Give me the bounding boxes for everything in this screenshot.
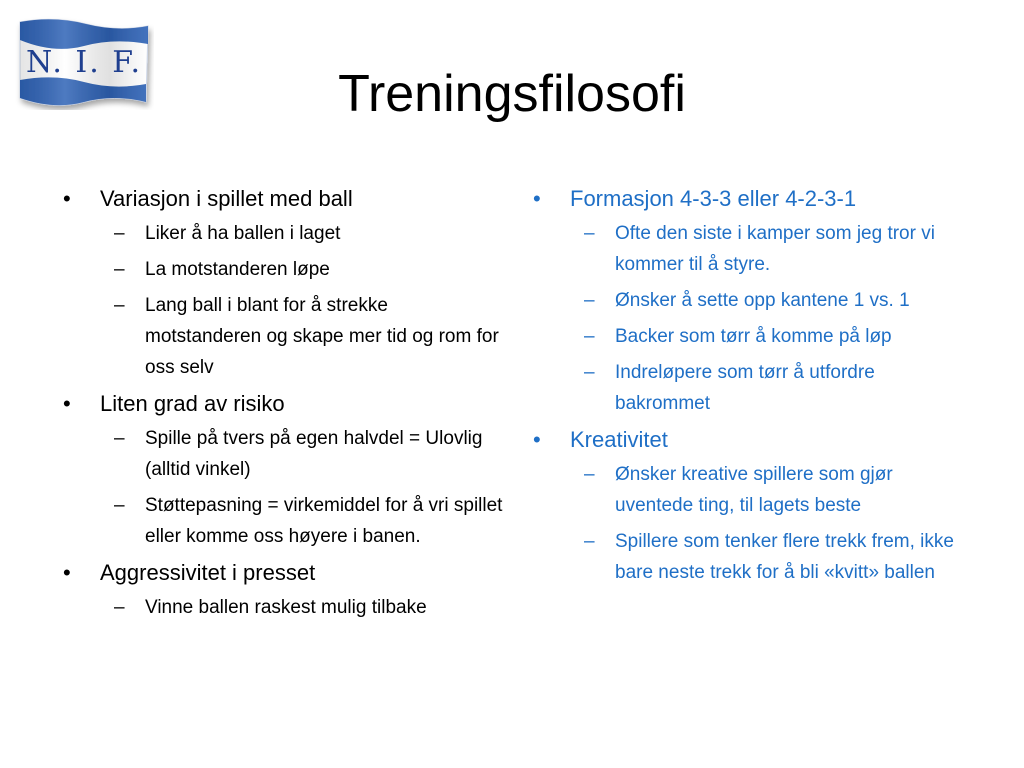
sub-bullet-text: Spillere som tenker flere trekk frem, ikke bare neste trekk for å bli «kvitt» ballen xyxy=(615,531,954,583)
sub-bullet-text: Liker å ha ballen i laget xyxy=(145,223,341,244)
left-bullet-2 xyxy=(55,389,505,552)
sub-bullet-text: Backer som tørr å komme på løp xyxy=(615,326,892,347)
bullet-text: Variasjon i spillet med ball xyxy=(100,186,353,211)
slide-title: Treningsfilosofi xyxy=(338,65,686,123)
right-sub-bullet-1-3 xyxy=(570,321,965,352)
left-sub-bullet-3-1 xyxy=(100,592,505,623)
left-sub-bullet-2-1 xyxy=(100,423,505,485)
right-sub-bullet-1-4 xyxy=(570,357,965,419)
bullet-dot-icon: • xyxy=(63,391,71,416)
dash-icon: – xyxy=(584,326,595,347)
dash-icon: – xyxy=(584,223,595,244)
sub-bullet-text: Støttepasning = virkemiddel for å vri spillet eller komme oss høyere i banen. xyxy=(145,495,503,547)
bullet-dot-icon: • xyxy=(63,186,71,211)
sub-bullet-text: Ønsker å sette opp kantene 1 vs. 1 xyxy=(615,290,910,311)
right-bullet-2 xyxy=(525,425,965,588)
left-bullet-3 xyxy=(55,558,505,623)
sub-bullet-text: La motstanderen løpe xyxy=(145,259,330,280)
sub-bullet-list xyxy=(100,218,505,383)
left-sub-bullet-1-1 xyxy=(100,218,505,249)
sub-bullet-text: Indreløpere som tørr å utfordre bakrommet xyxy=(615,362,875,414)
right-bullet-1 xyxy=(525,184,965,419)
bullet-dot-icon: • xyxy=(533,186,541,211)
dash-icon: – xyxy=(584,531,595,552)
flag-icon xyxy=(14,14,154,110)
sub-bullet-list xyxy=(100,423,505,552)
sub-bullet-text: Spille på tvers på egen halvdel = Ulovlig (alltid vinkel) xyxy=(145,428,483,480)
bullet-text: Formasjon 4-3-3 eller 4-2-3-1 xyxy=(570,186,857,211)
right-sub-bullet-2-1 xyxy=(570,459,965,521)
sub-bullet-text: Ofte den siste i kamper som jeg tror vi kommer til å styre. xyxy=(615,223,935,275)
nif-flag-logo xyxy=(14,14,154,110)
right-column-bullets xyxy=(525,184,965,594)
bullet-dot-icon: • xyxy=(63,560,71,585)
left-sub-bullet-1-2 xyxy=(100,254,505,285)
sub-bullet-text: Vinne ballen raskest mulig tilbake xyxy=(145,597,427,618)
dash-icon: – xyxy=(114,428,125,449)
right-sub-bullet-1-2 xyxy=(570,285,965,316)
bullet-text: Kreativitet xyxy=(570,427,668,452)
sub-bullet-list xyxy=(570,218,965,419)
right-sub-bullet-1-1 xyxy=(570,218,965,280)
left-sub-bullet-2-2 xyxy=(100,490,505,552)
logo-text: N. I. F. xyxy=(25,45,143,80)
sub-bullet-text: Lang ball i blant for å strekke motstanderen og skape mer tid og rom for oss selv xyxy=(145,295,499,378)
sub-bullet-list xyxy=(100,592,505,623)
left-column-bullets xyxy=(55,184,505,629)
right-sub-bullet-2-2 xyxy=(570,526,965,588)
dash-icon: – xyxy=(584,290,595,311)
sub-bullet-text: Ønsker kreative spillere som gjør uventede ting, til lagets beste xyxy=(615,464,893,516)
left-sub-bullet-1-3 xyxy=(100,290,505,383)
bullet-text: Aggressivitet i presset xyxy=(100,560,316,585)
dash-icon: – xyxy=(584,464,595,485)
dash-icon: – xyxy=(114,495,125,516)
dash-icon: – xyxy=(114,259,125,280)
dash-icon: – xyxy=(114,597,125,618)
dash-icon: – xyxy=(114,295,125,316)
bullet-text: Liten grad av risiko xyxy=(100,391,285,416)
bullet-dot-icon: • xyxy=(533,427,541,452)
dash-icon: – xyxy=(584,362,595,383)
sub-bullet-list xyxy=(570,459,965,588)
left-bullet-1 xyxy=(55,184,505,383)
dash-icon: – xyxy=(114,223,125,244)
